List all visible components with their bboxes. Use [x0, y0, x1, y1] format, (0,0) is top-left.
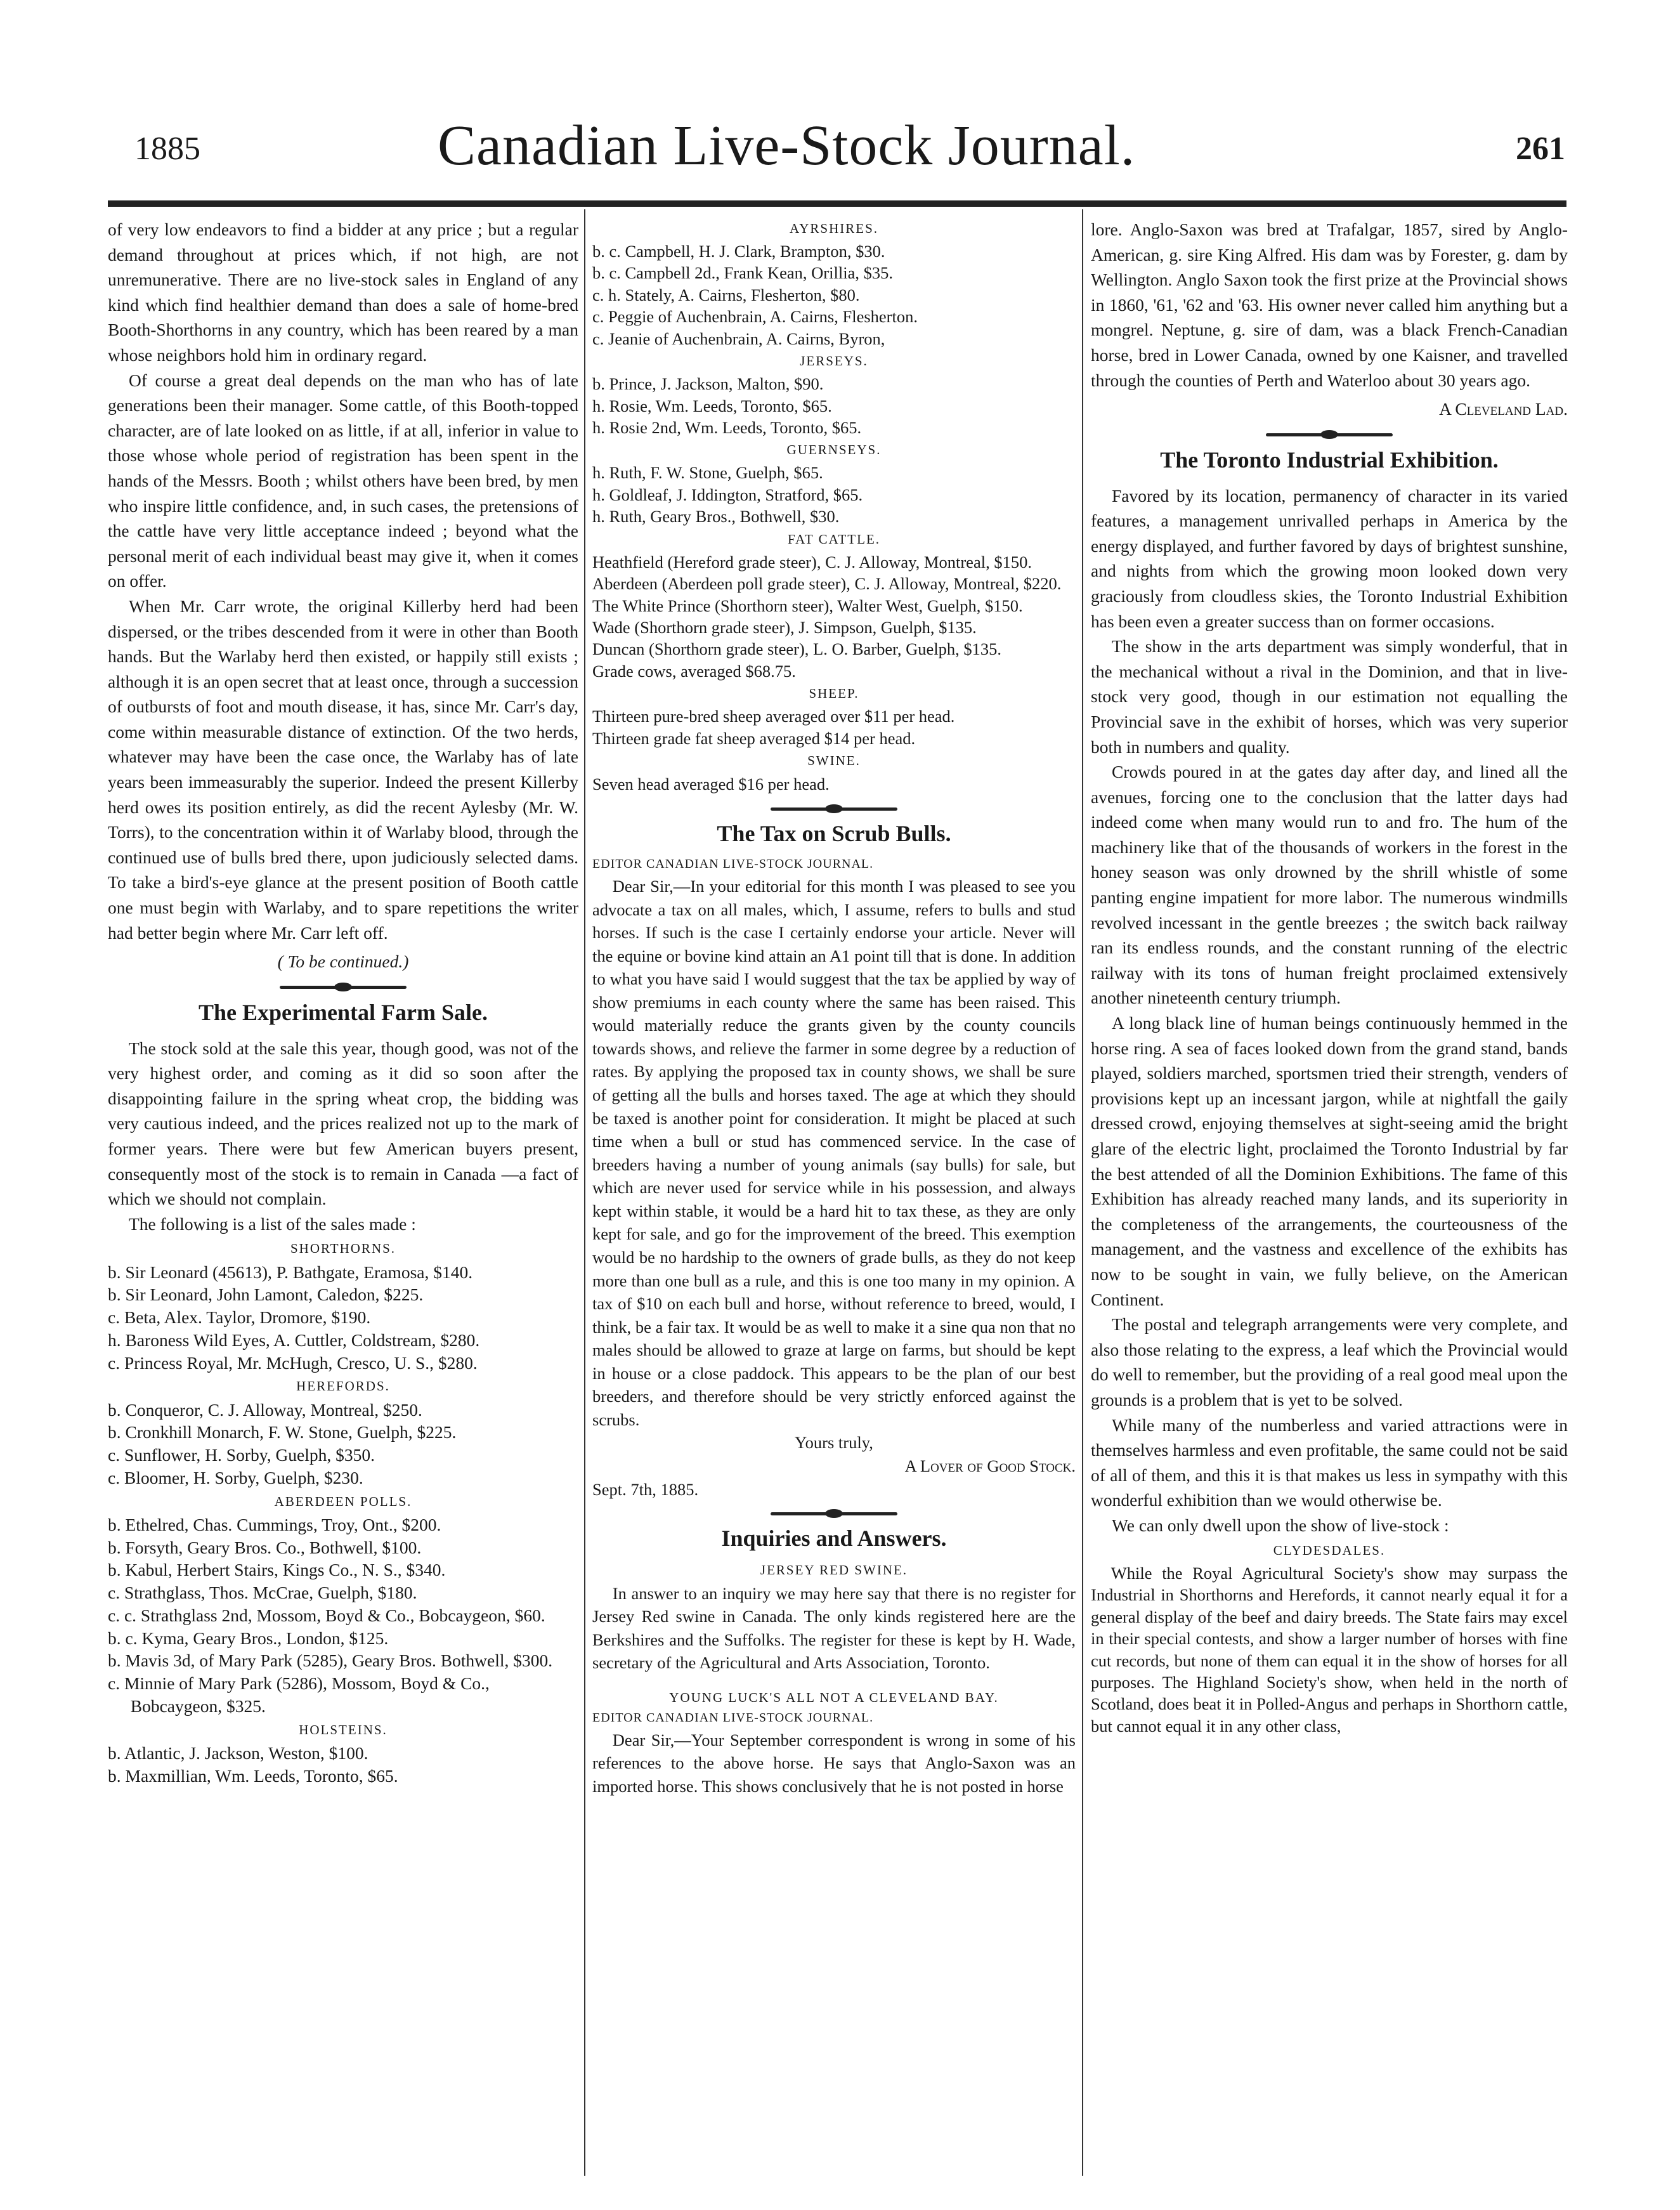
list-item: b. c. Campbell 2d., Frank Kean, Orillia, $35. [592, 263, 893, 283]
sales-list [108, 1742, 578, 1788]
list-item: Wade (Shorthorn grade steer), J. Simpson, Guelph, $135. [592, 618, 977, 637]
list-label: AYRSHIRES. [789, 221, 878, 236]
article-paragraph: Of course a great deal depends on the man who has of late generations been their manager. Some cattle, of this Booth-topped character, are of late looked on as little, if at all, inferior in value to those whose whole period of registration has been spent in the hands of the Messrs. Booth ; whilst others have been bred, by men who inspire little confidence, and, in such cases, the pretensions of the cattle have very little acceptance indeed ; beyond what the personal merit of each individual beast may give it, when it comes on offer. [108, 370, 578, 591]
list-item: h. Ruth, Geary Bros., Bothwell, $30. [592, 507, 840, 526]
list-label: GUERNSEYS. [786, 442, 882, 458]
list-item: b. Cronkhill Monarch, F. W. Stone, Guelph, $225. [108, 1422, 457, 1442]
editor-address: EDITOR CANADIAN LIVE-STOCK JOURNAL. [592, 1711, 874, 1725]
article-paragraph: When Mr. Carr wrote, the original Killerby herd had been dispersed, or the tribes descended from it were in other than Booth hands. But the Warlaby herd then existed, or happily still exists ; although it is an open secret that at least once, through a succession of outbursts of foot and mouth disease, it has, since Mr. Carr's day, come within measurable distance of extinction. Of the two herds, whatever may have been the case once, the Warlaby has of late years been immeasurably the superior. Indeed the present Killerby herd owes its position entirely, as did the recent Aylesby (Mr. W. Torrs), to the concentration within it of Warlaby blood, through the continued use of bulls bred there, upon judiciously selected dams. To take a bird's-eye glance at the present position of Booth cattle one must begin with Warlaby, and to spare repetitions the writer had better begin where Mr. Carr left off. [108, 596, 578, 943]
article-paragraph: In answer to an inquiry we may here say that there is no register for Jersey Red swine in Canada. The only kinds registered here are the Berkshires and the Suffolks. The register for these is kept by H. Wade, secretary of the Agricultural and Arts Association, Toronto. [592, 1583, 1076, 1673]
list-item: c. Jeanie of Auchenbrain, A. Cairns, Byron, [592, 329, 885, 348]
list-item: b. c. Kyma, Geary Bros., London, $125. [108, 1628, 389, 1648]
list-item: b. c. Campbell, H. J. Clark, Brampton, $30. [592, 241, 885, 261]
list-item: b. Ethelred, Chas. Cummings, Troy, Ont., $200. [108, 1514, 441, 1534]
article-paragraph: Favored by its location, permanency of character in its varied features, a management unrivalled perhaps in America by the energy displayed, and further favored by days of brightest sunshine, and nights from which the growing moon looked down very graciously from cloudless skies, the Toronto Industrial Exhibition has been even a greater success than on former occasions. [1091, 485, 1568, 631]
list-item: b. Atlantic, J. Jackson, Weston, $100. [108, 1743, 368, 1763]
article-paragraph: We can only dwell upon the show of live-stock : [1112, 1515, 1449, 1535]
column-divider [584, 209, 585, 2176]
header-year: 1885 [134, 131, 200, 167]
subsection-label: CLYDESDALES. [1273, 1542, 1386, 1558]
article-paragraph: lore. Anglo-Saxon was bred at Trafalgar, 1857, sired by Anglo-American, g. sire King Alfred. His dam was by Forester, g. dam by Wellington. Anglo Saxon took the first prize at the Provincial shows in 1860, '61, '62 and '63. His owner never called him anything but a mongrel. Neptune, g. sire of dam, was a black French-Canadian horse, bred in Lower Canada, owned by one Kaisner, and travelled through the counties of Perth and Waterloo about 30 years ago. [1091, 219, 1568, 390]
list-item: h. Goldleaf, J. Iddington, Stratford, $65. [592, 485, 863, 504]
list-item: b. Prince, J. Jackson, Malton, $90. [592, 374, 824, 394]
subsection-label: JERSEY RED SWINE. [760, 1562, 908, 1578]
list-item: c. c. Strathglass 2nd, Mossom, Boyd & Co., Bobcaygeon, $60. [108, 1605, 545, 1625]
letter-signature: A Lover of Good Stock. [904, 1456, 1076, 1476]
list-item: Thirteen pure-bred sheep averaged over $11 per head. [592, 707, 955, 726]
sales-list [108, 1399, 578, 1489]
header-rule [108, 200, 1566, 207]
article-paragraph: The postal and telegraph arrangements were very complete, and also those relating to the express, a leaf which the Provincial would do well to remember, but the providing of a real good meal upon the grounds is a problem that is yet to be solved. [1091, 1314, 1568, 1409]
list-item: h. Ruth, F. W. Stone, Guelph, $65. [592, 463, 823, 483]
masthead [0, 0, 1680, 203]
section-ornament [280, 986, 407, 989]
article-paragraph: The following is a list of the sales made : [129, 1213, 416, 1234]
article-paragraph: of very low endeavors to find a bidder at any price ; but a regular demand throughout at prices which, if not high, are not unremunerative. There are no live-stock sales in England of any kind which find healthier demand than does a sale of home-bred Booth-Shorthorns in any country, which has been reared by a man whose neighbors hold him in ordinary regard. [108, 219, 578, 365]
column-3 [1091, 217, 1568, 1737]
list-item: b. Sir Leonard (45613), P. Bathgate, Eramosa, $140. [108, 1262, 473, 1282]
article-paragraph: The show in the arts department was simply wonderful, that in the mechanical without a rival in the Dominion, and that in live-stock very good, though in our estimation not equalling the Provincial save in the exhibit of horses, which was very superior both in numbers and quality. [1091, 636, 1568, 757]
article-paragraph: The stock sold at the sale this year, though good, was not of the very highest order, and coming as it did so soon after the disappointing failure in the spring wheat crop, the bidding was very cautious indeed, and the prices realized not up to the mark of former years. There were but few American buyers present, consequently most of the stock is to remain in Canada —a fact of which we should not complain. [108, 1038, 578, 1209]
list-item: c. h. Stately, A. Cairns, Flesherton, $80. [592, 285, 860, 304]
list-label: SWINE. [807, 753, 861, 769]
editor-address: EDITOR CANADIAN LIVE-STOCK JOURNAL. [592, 857, 874, 872]
column-2 [592, 217, 1076, 1798]
sales-list [108, 1514, 578, 1718]
list-item: Thirteen grade fat sheep averaged $14 per head. [592, 728, 916, 748]
list-label: JERSEYS. [800, 353, 868, 369]
letter-closing: Yours truly, [795, 1433, 873, 1453]
section-ornament [771, 1512, 897, 1515]
section-ornament [771, 808, 897, 811]
list-item: Seven head averaged $16 per head. [592, 775, 830, 794]
subsection-label: YOUNG LUCK'S ALL NOT A CLEVELAND BAY. [669, 1690, 999, 1706]
column-1 [108, 217, 578, 1787]
list-item: Heathfield (Hereford grade steer), C. J. Alloway, Montreal, $150. [592, 552, 1032, 572]
list-item: c. Sunflower, H. Sorby, Guelph, $350. [108, 1445, 375, 1465]
list-label: HEREFORDS. [296, 1378, 390, 1394]
article-paragraph: Crowds poured in at the gates day after day, and lined all the avenues, forcing one to the conclusion that the latter days had indeed come when many would run to and fro. The hum of the machinery like that of the thousands of workers in the forest in the honey season was only drowned by the shrill whistle of some panting engine impatient for more labor. The numerous windmills revolved incessant in the gentle breezes ; the switch back railway ran its endless rounds, and the constant running of the electric railway with its tons of human freight proclaimed extensively another nineteenth century triumph. [1091, 762, 1568, 1008]
list-label: ABERDEEN POLLS. [274, 1493, 412, 1509]
page-number: 261 [1516, 131, 1565, 167]
section-heading: Inquiries and Answers. [721, 1526, 947, 1552]
section-heading: The Tax on Scrub Bulls. [717, 820, 951, 846]
letter-body: Dear Sir,—In your editorial for this month I was pleased to see you advocate a tax on all males, which, I assume, refers to bulls and stud horses. If such is the case I certainly endorse your article. Never will the equine or bovine kind attain an A1 point till that is done. In addition to what you have said I would suggest that the tax be applied by way of show premiums in each county where the same has been raised. This would materially reduce the grants given by the county councils towards shows, and relieve the farmer in some degree by a reduction of rates. By applying the proposed tax in county shows, we shall be sure of getting all the bulls and horses taxed. The age at which they should be taxed is another point for consideration. It might be placed at such time when a bull or stud has commenced service. In the case of breeders having a number of young animals (say bulls) for sale, but which are never used for service while in his possession, and always kept within stable, it would be a hard hit to tax these, as they are only kept for sale, and go for the improvement of the breed. This exemption would be no hardship to the owners of grade bulls, as they do not keep more than one bull as a rule, and this is one too many in my opinion. A tax of $10 on each bull and horse, without reference to breed, would, I think, be a fair tax. It would be as well to make it a sine qua non that no males should be allowed to graze at large on farms, but should be kept in house or a close paddock. This appears to be the plan of our best breeders, and therefore should be very strictly enforced against the scrubs. [592, 876, 1076, 1429]
list-item: Duncan (Shorthorn grade steer), L. O. Barber, Guelph, $135. [592, 639, 1002, 659]
article-paragraph: While the Royal Agricultural Society's show may surpass the Industrial in Shorthorns and Herefords, it cannot nearly equal it for a general display of the beef and dairy breeds. The State fairs may excel in their special contests, and show a larger number of horses with fine cut records, but none of them can equal it in the show of horses for all purposes. The Highland Society's show, when held in the north of Scotland, does beat it in Polled-Angus and perhaps in Shorthorn cattle, but cannot equal it in any other class, [1091, 1563, 1568, 1736]
list-item: c. Beta, Alex. Taylor, Dromore, $190. [108, 1307, 371, 1328]
sales-list [592, 705, 1076, 749]
continued-note: ( To be continued.) [277, 951, 409, 972]
section-ornament [1266, 433, 1393, 436]
list-item: b. Sir Leonard, John Lamont, Caledon, $225. [108, 1285, 424, 1305]
list-item: c. Peggie of Auchenbrain, A. Cairns, Flesherton. [592, 307, 918, 327]
sales-list [592, 551, 1076, 683]
list-item: Grade cows, averaged $68.75. [592, 661, 796, 681]
sales-list [592, 462, 1076, 527]
list-item: b. Forsyth, Geary Bros. Co., Bothwell, $100. [108, 1537, 422, 1557]
article-paragraph: While many of the numberless and varied attractions were in themselves harmless and even profitable, the same could not be said of all of them, and this it is that makes us less in sympathy with this wonderful exhibition than we would otherwise be. [1091, 1415, 1568, 1510]
list-item: b. Maxmillian, Wm. Leeds, Toronto, $65. [108, 1765, 398, 1786]
list-item: h. Baroness Wild Eyes, A. Cuttler, Coldstream, $280. [108, 1330, 480, 1350]
sales-list [592, 240, 1076, 350]
list-item: Aberdeen (Aberdeen poll grade steer), C. J. Alloway, Montreal, $220. [592, 574, 1062, 594]
list-item: h. Rosie, Wm. Leeds, Toronto, $65. [592, 396, 832, 415]
section-heading: The Experimental Farm Sale. [199, 999, 488, 1025]
letter-date: Sept. 7th, 1885. [592, 1479, 699, 1499]
list-item: h. Rosie 2nd, Wm. Leeds, Toronto, $65. [592, 418, 862, 437]
list-item: c. Minnie of Mary Park (5286), Mossom, Boyd & Co., Bobcaygeon, $325. [108, 1673, 490, 1716]
list-label: HOLSTEINS. [299, 1722, 387, 1737]
letter-signature: A Cleveland Lad. [1439, 399, 1568, 419]
sales-list [592, 373, 1076, 438]
journal-title: Canadian Live-Stock Journal. [438, 114, 1136, 177]
list-item: b. Kabul, Herbert Stairs, Kings Co., N. S., $340. [108, 1560, 446, 1580]
article-paragraph: A long black line of human beings continuously hemmed in the horse ring. A sea of faces looked down from the grand stand, bands played, soldiers marched, sportsmen tried their strength, venders of provisions kept up an incessant jargon, while at nightfall the gaily dressed crowd, enjoying themselves at sight-seeing amid the bright glare of the electric light, proclaimed the Toronto Industrial by far the best attended of all the Dominion Exhibitions. The fame of this Exhibition has already reached many lands, and its superiority in the completeness of the arrangements, the courteousness of the management, and the vastness and excellence of the exhibits has now to be sought in vain, we fully believe, on the American Continent. [1091, 1013, 1568, 1309]
list-item: b. Conqueror, C. J. Alloway, Montreal, $250. [108, 1399, 422, 1420]
list-item: The White Prince (Shorthorn steer), Walter West, Guelph, $150. [592, 596, 1023, 615]
list-label: SHORTHORNS. [290, 1241, 396, 1257]
list-item: c. Princess Royal, Mr. McHugh, Cresco, U. S., $280. [108, 1352, 478, 1373]
section-heading: The Toronto Industrial Exhibition. [1160, 447, 1499, 473]
column-divider [1082, 209, 1083, 2176]
list-label: SHEEP. [809, 686, 859, 702]
letter-body: Dear Sir,—Your September correspondent is wrong in some of his references to the above horse. He says that Anglo-Saxon was an imported horse. This shows conclusively that he is not posted in horse [592, 1730, 1076, 1796]
list-label: FAT CATTLE. [787, 531, 881, 547]
list-item: c. Bloomer, H. Sorby, Guelph, $230. [108, 1467, 363, 1488]
sales-list [108, 1261, 578, 1375]
list-item: b. Mavis 3d, of Mary Park (5285), Geary Bros. Bothwell, $300. [108, 1651, 553, 1671]
list-item: c. Strathglass, Thos. McCrae, Guelph, $180. [108, 1583, 417, 1603]
